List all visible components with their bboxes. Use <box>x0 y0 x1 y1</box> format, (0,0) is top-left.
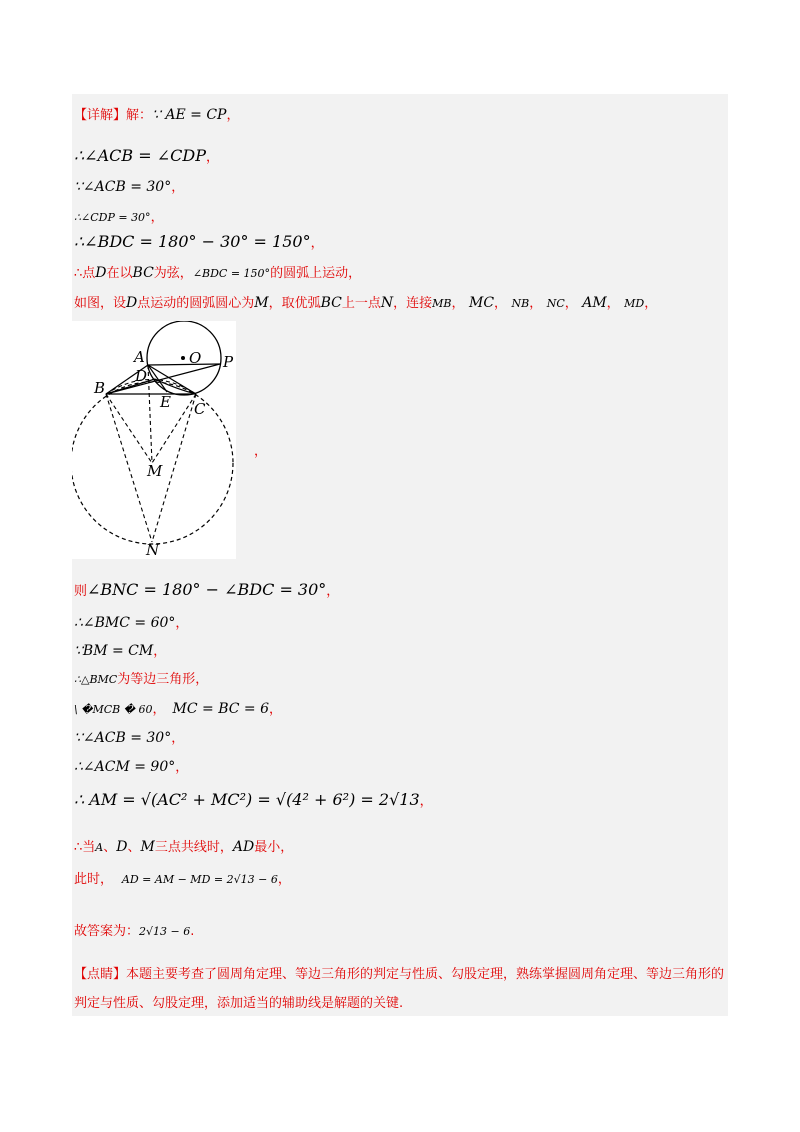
comma: ， <box>171 180 185 195</box>
text: 为等边三角形， <box>117 672 209 687</box>
text: 三点共线时， <box>154 840 233 855</box>
var: AM <box>582 295 607 311</box>
var: D <box>126 295 138 311</box>
detail-label: 【详解】解： <box>74 108 153 123</box>
angle-equation: ∴∠ACB = ∠CDP <box>74 146 206 165</box>
figure-comma <box>254 440 267 459</box>
equation: MC = BC = 6 <box>172 701 270 717</box>
angle-equation: ∴∠BDC = 180° − 30° = 150° <box>74 232 311 251</box>
angle-equation: ∴∠CDP = 30° <box>74 211 151 224</box>
var: M <box>140 839 155 855</box>
comma: ， <box>254 444 268 459</box>
segment-bm <box>106 394 152 463</box>
line-15 <box>74 790 433 809</box>
var: NC <box>546 297 565 310</box>
var: BC <box>132 265 154 281</box>
comma: ， <box>277 872 291 887</box>
comma: ， <box>310 236 324 251</box>
text: ， <box>451 296 465 311</box>
line-5 <box>74 232 324 251</box>
line-3 <box>74 176 184 195</box>
label-m: M <box>147 462 163 480</box>
comma: ， <box>175 616 189 631</box>
segment-bd <box>106 379 155 394</box>
angle-equation: ∴∠BMC = 60° <box>74 615 176 631</box>
angle-equation: ∴∠ACM = 90° <box>74 759 176 775</box>
text: 为弦， <box>153 266 193 281</box>
label-a: A <box>134 348 145 366</box>
geometry-figure <box>72 321 236 559</box>
text: 的圆弧上运动， <box>270 266 362 281</box>
line-11 <box>74 668 208 687</box>
text: 在以 <box>106 266 133 281</box>
text: ∴当 <box>74 840 96 855</box>
point-o <box>181 356 185 360</box>
line-18 <box>74 920 194 939</box>
text: 如图，设 <box>74 296 127 311</box>
comma: ， <box>150 210 164 225</box>
var: NB <box>511 297 530 310</box>
var: BC <box>320 295 342 311</box>
line-17 <box>74 868 291 887</box>
text: 此时， <box>74 872 114 887</box>
angle-equation: ∵∠ACB = 30° <box>74 730 172 746</box>
label-n: N <box>146 541 160 559</box>
line-1 <box>74 104 239 123</box>
angle-equation: ∵∠ACB = 30° <box>74 179 172 195</box>
garbled-equation: \ �MCB � 60 <box>74 703 153 716</box>
line-8 <box>74 580 339 599</box>
line-12 <box>74 698 282 717</box>
equation: AD = AM − MD = 2√13 − 6 <box>121 873 278 886</box>
var: D <box>116 839 128 855</box>
line-16 <box>74 836 293 855</box>
triangle: ∴△BMC <box>74 673 118 686</box>
segment-cm <box>152 394 196 463</box>
segment-bn <box>106 394 152 542</box>
text: ，取优弧 <box>268 296 321 311</box>
var: MC <box>469 295 495 311</box>
text: ∴点 <box>74 266 96 281</box>
text: ， <box>644 296 658 311</box>
text: ， <box>564 296 578 311</box>
answer-label: 故答案为： <box>74 924 140 939</box>
angle: ∠BDC = 150° <box>192 267 271 280</box>
text: ， <box>494 296 508 311</box>
var: N <box>380 295 394 311</box>
var: A <box>95 841 104 854</box>
label-c: C <box>194 400 206 418</box>
text: 则 <box>74 584 88 599</box>
comma: ， <box>175 760 189 775</box>
answer: 2√13 − 6 <box>139 925 191 938</box>
text: ， <box>529 296 543 311</box>
line-6 <box>74 262 361 281</box>
period: . <box>190 924 195 939</box>
comma: ， <box>326 584 340 599</box>
comma: ， <box>153 644 167 659</box>
comma: ， <box>226 108 240 123</box>
text: ， <box>606 296 620 311</box>
equation: ∵BM = CM <box>74 643 154 659</box>
comma: ， <box>269 702 283 717</box>
text: 上一点 <box>341 296 381 311</box>
label-e: E <box>160 393 171 411</box>
line-13 <box>74 727 184 746</box>
var: AD <box>232 839 255 855</box>
arc-equation: ∵ AE = CP <box>152 107 227 123</box>
var: D <box>95 265 107 281</box>
comma: ， <box>205 150 219 165</box>
text: ，连接 <box>393 296 433 311</box>
pythagoras-equation: ∴ AM = √(AC² + MC²) = √(4² + 6²) = 2√13 <box>74 790 420 809</box>
line-2 <box>74 146 219 165</box>
line-10 <box>74 640 166 659</box>
geometry-diagram <box>72 321 236 559</box>
line-14 <box>74 756 188 775</box>
comma: ， <box>152 702 166 717</box>
label-d: D <box>135 367 148 385</box>
comma: ， <box>171 731 185 746</box>
var: MD <box>624 297 645 310</box>
label-p: P <box>223 353 234 371</box>
line-9 <box>74 612 188 631</box>
comment-paragraph: 【点睛】本题主要考查了圆周角定理、等边三角形的判定与性质、勾股定理，熟练掌握圆周角定理、等边三角形的判定与性质、勾股定理，添加适当的辅助线是解题的关键. <box>74 967 725 1011</box>
text: 、 <box>127 840 141 855</box>
line-4 <box>74 206 164 225</box>
var: MB <box>432 297 452 310</box>
text: 点运动的圆弧圆心为 <box>137 296 255 311</box>
var: M <box>254 295 269 311</box>
comma: ， <box>419 794 433 809</box>
text: 、 <box>103 840 117 855</box>
label-o: O <box>189 349 202 367</box>
line-7 <box>74 292 657 311</box>
angle-equation: ∠BNC = 180° − ∠BDC = 30° <box>87 580 327 599</box>
segment-ap <box>148 364 220 365</box>
label-b: B <box>94 379 106 397</box>
text: 最小， <box>254 840 294 855</box>
